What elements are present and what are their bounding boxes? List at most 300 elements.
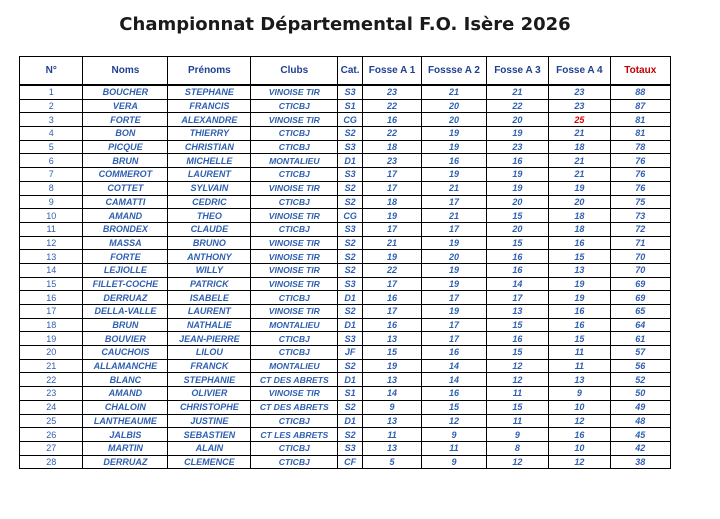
cell-total: 76 (610, 154, 670, 168)
cell-club: CTICBJ (251, 346, 338, 360)
cell-club: VINOISE TIR (251, 277, 338, 291)
cell-name: AMAND (83, 387, 168, 401)
cell-category: S2 (338, 236, 363, 250)
cell-name: BON (83, 127, 168, 141)
cell-fosse-2: 20 (422, 250, 486, 264)
cell-fosse-2: 19 (422, 236, 486, 250)
cell-category: D1 (338, 414, 363, 428)
cell-fosse-4: 15 (549, 250, 610, 264)
cell-name: AMAND (83, 209, 168, 223)
cell-first-name: FRANCK (168, 359, 251, 373)
cell-first-name: CLEMENCE (168, 455, 251, 469)
cell-club: VINOISE TIR (251, 113, 338, 127)
cell-fosse-4: 13 (549, 263, 610, 277)
cell-fosse-1: 21 (362, 236, 421, 250)
cell-number: 16 (20, 291, 83, 305)
cell-fosse-2: 21 (422, 181, 486, 195)
cell-total: 64 (610, 318, 670, 332)
cell-club: CTICBJ (251, 127, 338, 141)
cell-fosse-4: 11 (549, 346, 610, 360)
cell-number: 8 (20, 181, 83, 195)
header-first-names: Prénoms (168, 57, 251, 86)
header-names: Noms (83, 57, 168, 86)
cell-first-name: NATHALIE (168, 318, 251, 332)
cell-fosse-3: 9 (486, 428, 548, 442)
cell-fosse-1: 11 (362, 428, 421, 442)
cell-number: 18 (20, 318, 83, 332)
cell-name: BRUN (83, 318, 168, 332)
table-row (20, 400, 671, 414)
cell-fosse-1: 13 (362, 441, 421, 455)
cell-fosse-2: 19 (422, 127, 486, 141)
cell-fosse-2: 17 (422, 222, 486, 236)
cell-fosse-1: 18 (362, 140, 421, 154)
cell-fosse-4: 25 (549, 113, 610, 127)
header-fosse-4: Fosse A 4 (549, 57, 610, 86)
cell-fosse-3: 20 (486, 222, 548, 236)
cell-category: JF (338, 346, 363, 360)
cell-name: ALLAMANCHE (83, 359, 168, 373)
cell-club: VINOISE TIR (251, 250, 338, 264)
cell-fosse-3: 12 (486, 455, 548, 469)
cell-number: 11 (20, 222, 83, 236)
cell-fosse-1: 18 (362, 195, 421, 209)
cell-club: CTICBJ (251, 441, 338, 455)
cell-name: LANTHEAUME (83, 414, 168, 428)
cell-club: MONTALIEU (251, 154, 338, 168)
cell-club: VINOISE TIR (251, 181, 338, 195)
cell-total: 48 (610, 414, 670, 428)
table-row (20, 113, 671, 127)
cell-fosse-3: 16 (486, 250, 548, 264)
cell-name: DELLA-VALLE (83, 305, 168, 319)
cell-fosse-1: 15 (362, 346, 421, 360)
header-fosse-1: Fosse A 1 (362, 57, 421, 86)
cell-fosse-2: 17 (422, 332, 486, 346)
cell-name: CAUCHOIS (83, 346, 168, 360)
cell-fosse-2: 14 (422, 359, 486, 373)
cell-fosse-2: 16 (422, 387, 486, 401)
cell-total: 81 (610, 127, 670, 141)
cell-fosse-3: 16 (486, 332, 548, 346)
cell-first-name: THEO (168, 209, 251, 223)
cell-fosse-4: 13 (549, 373, 610, 387)
cell-first-name: WILLY (168, 263, 251, 277)
cell-category: S2 (338, 263, 363, 277)
cell-number: 9 (20, 195, 83, 209)
cell-fosse-1: 16 (362, 318, 421, 332)
cell-total: 61 (610, 332, 670, 346)
table-row (20, 318, 671, 332)
table-row (20, 332, 671, 346)
cell-name: MARTIN (83, 441, 168, 455)
cell-club: CTICBJ (251, 140, 338, 154)
cell-first-name: STEPHANIE (168, 373, 251, 387)
table-row (20, 414, 671, 428)
cell-fosse-1: 17 (362, 168, 421, 182)
table-row (20, 346, 671, 360)
cell-first-name: STEPHANE (168, 85, 251, 99)
cell-fosse-1: 17 (362, 222, 421, 236)
table-row (20, 455, 671, 469)
cell-club: VINOISE TIR (251, 305, 338, 319)
cell-total: 76 (610, 168, 670, 182)
header-number: N° (20, 57, 83, 86)
cell-number: 12 (20, 236, 83, 250)
cell-fosse-2: 14 (422, 373, 486, 387)
cell-name: CHALOIN (83, 400, 168, 414)
cell-fosse-4: 19 (549, 291, 610, 305)
cell-name: CAMATTI (83, 195, 168, 209)
cell-category: CG (338, 209, 363, 223)
cell-first-name: JEAN-PIERRE (168, 332, 251, 346)
cell-total: 69 (610, 291, 670, 305)
cell-number: 13 (20, 250, 83, 264)
cell-number: 22 (20, 373, 83, 387)
cell-number: 14 (20, 263, 83, 277)
cell-club: MONTALIEU (251, 359, 338, 373)
cell-first-name: MICHELLE (168, 154, 251, 168)
cell-fosse-2: 19 (422, 140, 486, 154)
cell-category: S3 (338, 332, 363, 346)
cell-fosse-1: 22 (362, 127, 421, 141)
cell-number: 23 (20, 387, 83, 401)
cell-fosse-4: 11 (549, 359, 610, 373)
cell-total: 70 (610, 263, 670, 277)
cell-fosse-1: 5 (362, 455, 421, 469)
table-row (20, 291, 671, 305)
cell-fosse-2: 19 (422, 263, 486, 277)
cell-first-name: SEBASTIEN (168, 428, 251, 442)
cell-name: COMMEROT (83, 168, 168, 182)
cell-total: 78 (610, 140, 670, 154)
cell-fosse-4: 23 (549, 85, 610, 99)
cell-fosse-1: 16 (362, 113, 421, 127)
cell-first-name: PATRICK (168, 277, 251, 291)
cell-fosse-2: 19 (422, 168, 486, 182)
cell-total: 42 (610, 441, 670, 455)
table-body (20, 85, 671, 469)
cell-fosse-4: 10 (549, 400, 610, 414)
cell-number: 28 (20, 455, 83, 469)
cell-fosse-3: 19 (486, 181, 548, 195)
cell-fosse-3: 23 (486, 140, 548, 154)
cell-category: S2 (338, 250, 363, 264)
cell-fosse-3: 20 (486, 195, 548, 209)
cell-fosse-3: 12 (486, 359, 548, 373)
cell-fosse-1: 17 (362, 305, 421, 319)
cell-club: VINOISE TIR (251, 387, 338, 401)
cell-fosse-3: 16 (486, 263, 548, 277)
cell-category: S3 (338, 140, 363, 154)
cell-fosse-3: 8 (486, 441, 548, 455)
cell-fosse-3: 11 (486, 414, 548, 428)
cell-fosse-4: 12 (549, 414, 610, 428)
cell-category: S2 (338, 428, 363, 442)
cell-fosse-2: 17 (422, 195, 486, 209)
cell-fosse-3: 15 (486, 400, 548, 414)
table-row (20, 441, 671, 455)
cell-name: PICQUE (83, 140, 168, 154)
cell-number: 6 (20, 154, 83, 168)
cell-fosse-3: 13 (486, 305, 548, 319)
cell-fosse-1: 19 (362, 209, 421, 223)
cell-fosse-1: 22 (362, 263, 421, 277)
cell-first-name: ANTHONY (168, 250, 251, 264)
cell-fosse-3: 14 (486, 277, 548, 291)
table-row (20, 209, 671, 223)
cell-category: CG (338, 113, 363, 127)
cell-fosse-2: 20 (422, 113, 486, 127)
cell-category: S2 (338, 400, 363, 414)
cell-fosse-3: 17 (486, 291, 548, 305)
header-category: Cat. (338, 57, 363, 86)
cell-club: CTICBJ (251, 222, 338, 236)
cell-fosse-4: 16 (549, 318, 610, 332)
cell-first-name: THIERRY (168, 127, 251, 141)
cell-name: FILLET-COCHE (83, 277, 168, 291)
cell-number: 21 (20, 359, 83, 373)
header-fosse-3: Fosse A 3 (486, 57, 548, 86)
cell-fosse-4: 10 (549, 441, 610, 455)
cell-club: CT LES ABRETS (251, 428, 338, 442)
cell-total: 57 (610, 346, 670, 360)
cell-name: BOUVIER (83, 332, 168, 346)
cell-club: VINOISE TIR (251, 236, 338, 250)
cell-club: CTICBJ (251, 332, 338, 346)
cell-first-name: LAURENT (168, 168, 251, 182)
cell-fosse-1: 9 (362, 400, 421, 414)
cell-fosse-3: 19 (486, 127, 548, 141)
cell-fosse-2: 9 (422, 428, 486, 442)
cell-total: 81 (610, 113, 670, 127)
cell-fosse-4: 19 (549, 277, 610, 291)
cell-club: CTICBJ (251, 99, 338, 113)
table-row (20, 236, 671, 250)
cell-fosse-2: 21 (422, 85, 486, 99)
table-row (20, 428, 671, 442)
cell-fosse-2: 16 (422, 154, 486, 168)
cell-first-name: ISABELE (168, 291, 251, 305)
cell-fosse-2: 15 (422, 400, 486, 414)
page-title: Championnat Départemental F.O. Isère 2026 (119, 14, 571, 35)
cell-total: 76 (610, 181, 670, 195)
table-row (20, 277, 671, 291)
cell-first-name: CHRISTIAN (168, 140, 251, 154)
cell-category: S3 (338, 168, 363, 182)
cell-total: 70 (610, 250, 670, 264)
results-table (19, 56, 671, 469)
cell-name: DERRUAZ (83, 455, 168, 469)
cell-club: CT DES ABRETS (251, 400, 338, 414)
cell-fosse-1: 22 (362, 99, 421, 113)
cell-number: 20 (20, 346, 83, 360)
cell-name: DERRUAZ (83, 291, 168, 305)
cell-first-name: ALAIN (168, 441, 251, 455)
cell-total: 49 (610, 400, 670, 414)
cell-first-name: LAURENT (168, 305, 251, 319)
cell-first-name: CLAUDE (168, 222, 251, 236)
cell-fosse-4: 16 (549, 236, 610, 250)
cell-club: CTICBJ (251, 291, 338, 305)
cell-total: 87 (610, 99, 670, 113)
cell-total: 72 (610, 222, 670, 236)
cell-club: VINOISE TIR (251, 209, 338, 223)
cell-fosse-4: 9 (549, 387, 610, 401)
cell-category: S3 (338, 441, 363, 455)
table-header-row (20, 57, 671, 86)
cell-fosse-2: 19 (422, 277, 486, 291)
cell-category: D1 (338, 291, 363, 305)
cell-name: BRUN (83, 154, 168, 168)
cell-fosse-2: 21 (422, 209, 486, 223)
cell-first-name: OLIVIER (168, 387, 251, 401)
table-row (20, 168, 671, 182)
cell-club: CT DES ABRETS (251, 373, 338, 387)
cell-name: VERA (83, 99, 168, 113)
cell-number: 27 (20, 441, 83, 455)
cell-fosse-4: 18 (549, 222, 610, 236)
table-row (20, 263, 671, 277)
cell-category: S1 (338, 99, 363, 113)
cell-fosse-3: 15 (486, 318, 548, 332)
cell-fosse-4: 19 (549, 181, 610, 195)
cell-number: 26 (20, 428, 83, 442)
cell-category: S3 (338, 277, 363, 291)
cell-number: 10 (20, 209, 83, 223)
cell-name: JALBIS (83, 428, 168, 442)
header-totals: Totaux (610, 57, 670, 86)
cell-fosse-3: 22 (486, 99, 548, 113)
cell-category: D1 (338, 318, 363, 332)
cell-number: 2 (20, 99, 83, 113)
cell-fosse-3: 21 (486, 85, 548, 99)
cell-fosse-1: 17 (362, 181, 421, 195)
cell-total: 71 (610, 236, 670, 250)
cell-name: BRONDEX (83, 222, 168, 236)
cell-category: S2 (338, 127, 363, 141)
cell-name: BOUCHER (83, 85, 168, 99)
table-row (20, 222, 671, 236)
cell-fosse-4: 23 (549, 99, 610, 113)
cell-name: FORTE (83, 113, 168, 127)
cell-total: 56 (610, 359, 670, 373)
cell-fosse-4: 18 (549, 209, 610, 223)
cell-total: 88 (610, 85, 670, 99)
cell-total: 73 (610, 209, 670, 223)
cell-fosse-4: 15 (549, 332, 610, 346)
cell-first-name: ALEXANDRE (168, 113, 251, 127)
cell-fosse-4: 20 (549, 195, 610, 209)
cell-fosse-3: 19 (486, 168, 548, 182)
cell-fosse-4: 12 (549, 455, 610, 469)
cell-fosse-3: 15 (486, 236, 548, 250)
cell-category: S2 (338, 195, 363, 209)
table-row (20, 154, 671, 168)
cell-fosse-2: 17 (422, 318, 486, 332)
cell-total: 75 (610, 195, 670, 209)
cell-category: S3 (338, 85, 363, 99)
cell-fosse-3: 20 (486, 113, 548, 127)
cell-fosse-1: 17 (362, 277, 421, 291)
cell-fosse-2: 9 (422, 455, 486, 469)
cell-category: S3 (338, 222, 363, 236)
cell-number: 24 (20, 400, 83, 414)
cell-name: FORTE (83, 250, 168, 264)
header-fosse-2: Fossse A 2 (422, 57, 486, 86)
table-row (20, 99, 671, 113)
cell-number: 19 (20, 332, 83, 346)
cell-fosse-1: 13 (362, 373, 421, 387)
cell-fosse-4: 21 (549, 127, 610, 141)
table-row (20, 140, 671, 154)
cell-club: CTICBJ (251, 195, 338, 209)
cell-category: S2 (338, 181, 363, 195)
cell-number: 5 (20, 140, 83, 154)
cell-total: 45 (610, 428, 670, 442)
cell-first-name: SYLVAIN (168, 181, 251, 195)
cell-club: CTICBJ (251, 168, 338, 182)
table-row (20, 250, 671, 264)
cell-name: BLANC (83, 373, 168, 387)
cell-first-name: CHRISTOPHE (168, 400, 251, 414)
cell-fosse-2: 20 (422, 99, 486, 113)
table-row (20, 181, 671, 195)
cell-fosse-2: 11 (422, 441, 486, 455)
cell-fosse-4: 21 (549, 168, 610, 182)
table-row (20, 305, 671, 319)
cell-fosse-3: 15 (486, 346, 548, 360)
cell-fosse-4: 18 (549, 140, 610, 154)
cell-category: S2 (338, 359, 363, 373)
cell-total: 69 (610, 277, 670, 291)
cell-first-name: FRANCIS (168, 99, 251, 113)
cell-fosse-1: 13 (362, 332, 421, 346)
cell-fosse-1: 19 (362, 250, 421, 264)
cell-fosse-1: 23 (362, 154, 421, 168)
cell-total: 50 (610, 387, 670, 401)
cell-first-name: CEDRIC (168, 195, 251, 209)
cell-name: LEJIOLLE (83, 263, 168, 277)
cell-club: VINOISE TIR (251, 85, 338, 99)
header-clubs: Clubs (251, 57, 338, 86)
cell-fosse-1: 14 (362, 387, 421, 401)
cell-number: 25 (20, 414, 83, 428)
cell-fosse-3: 16 (486, 154, 548, 168)
cell-number: 1 (20, 85, 83, 99)
cell-fosse-1: 16 (362, 291, 421, 305)
cell-name: MASSA (83, 236, 168, 250)
cell-category: D1 (338, 154, 363, 168)
cell-total: 38 (610, 455, 670, 469)
cell-fosse-3: 11 (486, 387, 548, 401)
cell-club: MONTALIEU (251, 318, 338, 332)
cell-total: 65 (610, 305, 670, 319)
cell-first-name: LILOU (168, 346, 251, 360)
cell-fosse-2: 19 (422, 305, 486, 319)
cell-fosse-2: 17 (422, 291, 486, 305)
table-row (20, 127, 671, 141)
table-row (20, 195, 671, 209)
cell-fosse-4: 16 (549, 305, 610, 319)
cell-category: D1 (338, 373, 363, 387)
table-row (20, 373, 671, 387)
cell-category: S2 (338, 305, 363, 319)
cell-fosse-2: 16 (422, 346, 486, 360)
cell-club: CTICBJ (251, 414, 338, 428)
cell-number: 4 (20, 127, 83, 141)
cell-fosse-4: 16 (549, 428, 610, 442)
